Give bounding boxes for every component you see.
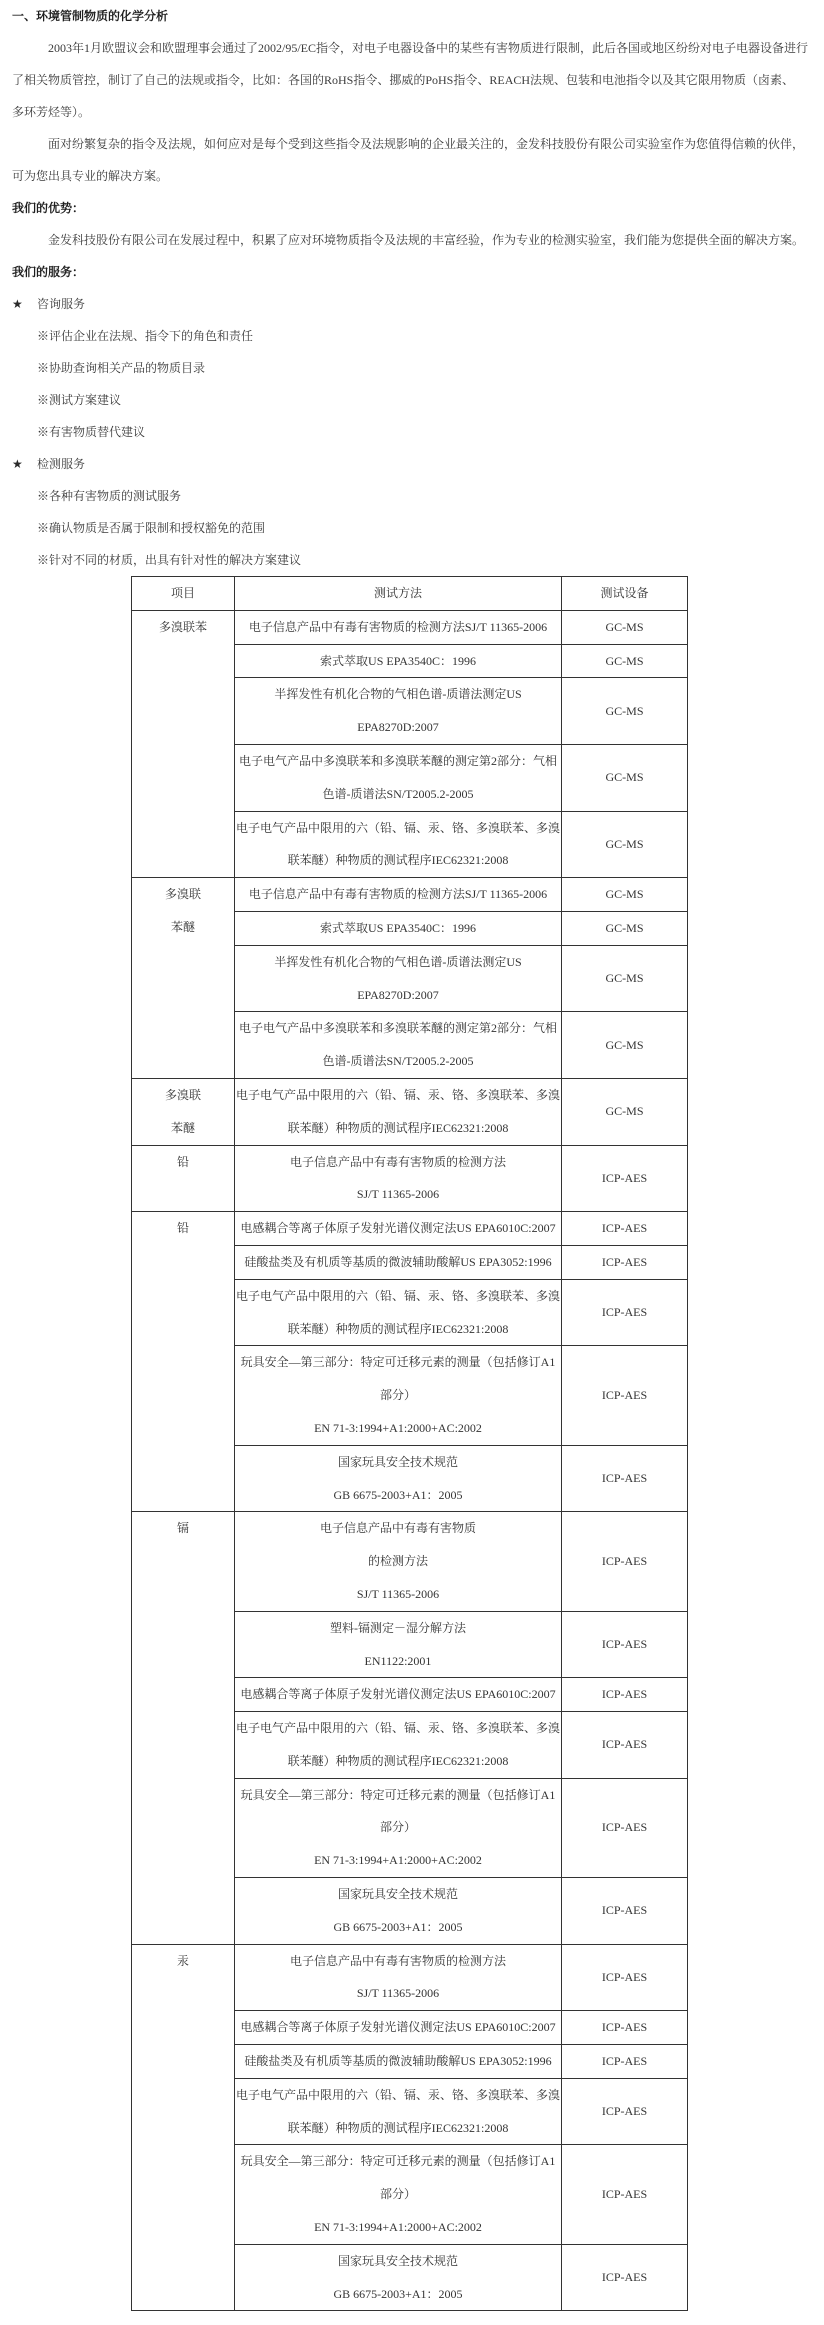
test-equipment-cell: ICP-AES: [562, 1778, 688, 1877]
test-item-label: 苯醚: [170, 1120, 195, 1135]
header-test-method: 测试方法: [235, 577, 562, 611]
test-method-cell: [235, 1712, 562, 1779]
test-item-cell: [132, 878, 235, 1079]
test-method-cell: [235, 1944, 562, 2011]
test-item-label: 苯醚: [170, 919, 195, 934]
test-method-line: EN 71-3:1994+A1:2000+AC:2002: [314, 1853, 482, 1868]
reference-mark-icon: ※: [37, 425, 50, 439]
paragraph-line: 面对纷繁复杂的指令及法规，如何应对是每个受到这些指令及法规影响的企业最关注的，金发科技股份有限公司实验室作为您值得信赖的伙伴，: [48, 137, 805, 151]
test-method-line: 电子电气产品中多溴联苯和多溴联苯醚的测定第2部分：气相: [238, 1021, 557, 1036]
test-method-line: EPA8270D:2007: [357, 720, 439, 735]
service-item-text: 针对不同的材质，出具有针对性的解决方案建议: [49, 553, 302, 567]
test-method-line: 玩具安全—第三部分：特定可迁移元素的测量（包括修订A1: [240, 1787, 556, 1802]
test-method-cell: [235, 1245, 562, 1279]
service-item-text: 协助查询相关产品的物质目录: [49, 361, 206, 375]
test-method-line: EN 71-3:1994+A1:2000+AC:2002: [314, 1420, 482, 1435]
test-method-line: 电子电气产品中限用的六（铅、镉、汞、铬、多溴联苯、多溴: [235, 820, 560, 835]
test-method-cell: [235, 878, 562, 912]
service-group-header: [0, 448, 824, 480]
test-equipment-cell: ICP-AES: [562, 1611, 688, 1678]
header-item: 项目: [132, 577, 235, 611]
test-method-cell: [235, 1878, 562, 1945]
test-method-line: 电感耦合等离子体原子发射光谱仪测定法US EPA6010C:2007: [240, 1687, 556, 1702]
paragraph-line: 了相关物质管控，制订了自己的法规或指令，比如：各国的RoHS指令、挪威的PoHS指令、REACH法规、包装和电池指令以及其它限用物质（卤素、: [12, 73, 795, 87]
test-equipment-cell: ICP-AES: [562, 2045, 688, 2079]
reference-mark-icon: ※: [37, 553, 50, 567]
table-row: [132, 1944, 688, 2011]
table-header-row: [132, 577, 688, 611]
test-method-line: 电子电气产品中限用的六（铅、镉、汞、铬、多溴联苯、多溴: [235, 2087, 560, 2102]
section-heading: 一、环境管制物质的化学分析: [12, 9, 169, 23]
test-equipment-cell: ICP-AES: [562, 1245, 688, 1279]
paragraph-line: 多环芳烃等）。: [12, 105, 91, 119]
test-method-line: EN 71-3:1994+A1:2000+AC:2002: [314, 2220, 482, 2235]
test-method-line: 部分）: [379, 2187, 416, 2202]
test-method-line: SJ/T 11365-2006: [356, 1986, 440, 2001]
test-method-line: SJ/T 11365-2006: [356, 1187, 440, 1202]
service-item-text: 测试方案建议: [49, 393, 122, 407]
test-equipment-cell: ICP-AES: [562, 1145, 688, 1212]
test-method-line: 半挥发性有机化合物的气相色谱-质谱法测定US: [274, 687, 522, 702]
test-item-cell: [132, 610, 235, 877]
test-method-line: 电子电气产品中限用的六（铅、镉、汞、铬、多溴联苯、多溴: [235, 1721, 560, 1736]
service-group-label: 检测服务: [37, 457, 86, 471]
test-item-cell: [132, 1944, 235, 2311]
reference-mark-icon: ※: [37, 489, 50, 503]
test-method-cell: [235, 1346, 562, 1445]
test-equipment-cell: ICP-AES: [562, 2078, 688, 2145]
test-method-line: 联苯醚）种物质的测试程序IEC62321:2008: [287, 1321, 509, 1336]
test-method-cell: [235, 1012, 562, 1079]
test-equipment-cell: ICP-AES: [562, 1279, 688, 1346]
test-equipment-cell: GC-MS: [562, 1012, 688, 1079]
test-equipment-cell: GC-MS: [562, 1078, 688, 1145]
test-method-cell: [235, 678, 562, 745]
test-method-line: 索式萃取US EPA3540C：1996: [320, 653, 476, 668]
test-method-cell: [235, 2078, 562, 2145]
test-method-cell: [235, 1678, 562, 1712]
test-method-cell: [235, 1445, 562, 1512]
table-row: [132, 1212, 688, 1246]
test-item-label: 铅: [176, 1221, 189, 1236]
test-equipment-cell: ICP-AES: [562, 1212, 688, 1246]
test-method-line: 联苯醚）种物质的测试程序IEC62321:2008: [287, 2120, 509, 2135]
test-method-cell: [235, 1212, 562, 1246]
test-method-line: 国家玩具安全技术规范: [337, 1454, 458, 1469]
test-method-line: GB 6675-2003+A1：2005: [333, 1919, 463, 1934]
test-method-line: SJ/T 11365-2006: [356, 1586, 440, 1601]
service-group-consulting: [0, 288, 824, 448]
test-equipment-cell: GC-MS: [562, 811, 688, 878]
test-method-cell: [235, 610, 562, 644]
test-method-cell: [235, 2045, 562, 2079]
test-method-cell: [235, 1145, 562, 1212]
table-body: [132, 610, 688, 2311]
service-item: [0, 480, 824, 512]
test-method-line: 电子电气产品中限用的六（铅、镉、汞、铬、多溴联苯、多溴: [235, 1087, 560, 1102]
test-method-line: 电子信息产品中有毒有害物质: [319, 1521, 476, 1536]
header-test-equipment: 测试设备: [562, 577, 688, 611]
test-method-line: EN1122:2001: [364, 1653, 432, 1668]
service-item: [0, 416, 824, 448]
test-equipment-cell: ICP-AES: [562, 1346, 688, 1445]
advantages-text: 金发科技股份有限公司在发展过程中，积累了应对环境物质指令及法规的丰富经验，作为专业的检测实验室，我们能为您提供全面的解决方案。: [48, 233, 805, 247]
table-head: [132, 577, 688, 611]
test-equipment-cell: GC-MS: [562, 644, 688, 678]
service-group-header: [0, 288, 824, 320]
test-method-line: 电感耦合等离子体原子发射光谱仪测定法US EPA6010C:2007: [240, 2020, 556, 2035]
test-method-cell: [235, 811, 562, 878]
test-equipment-cell: GC-MS: [562, 945, 688, 1012]
test-item-cell: [132, 1512, 235, 1944]
test-equipment-cell: ICP-AES: [562, 2244, 688, 2311]
intro-paragraph-regulations: [0, 32, 824, 128]
test-method-line: 国家玩具安全技术规范: [337, 2253, 458, 2268]
service-item-text: 确认物质是否属于限制和授权豁免的范围: [49, 521, 266, 535]
service-item-text: 评估企业在法规、指令下的角色和责任: [49, 329, 254, 343]
intro-paragraph-solutions: [0, 128, 824, 192]
test-method-line: 电感耦合等离子体原子发射光谱仪测定法US EPA6010C:2007: [240, 1221, 556, 1236]
test-method-line: 的检测方法: [367, 1554, 428, 1569]
test-method-cell: [235, 1512, 562, 1611]
test-item-cell: [132, 1145, 235, 1212]
test-equipment-cell: GC-MS: [562, 744, 688, 811]
test-equipment-cell: ICP-AES: [562, 1445, 688, 1512]
test-method-cell: [235, 945, 562, 1012]
service-item: [0, 384, 824, 416]
test-method-line: 电子信息产品中有毒有害物质的检测方法: [289, 1953, 506, 1968]
test-equipment-cell: ICP-AES: [562, 1878, 688, 1945]
service-group-label: 咨询服务: [37, 297, 86, 311]
service-item: [0, 352, 824, 384]
test-method-line: 玩具安全—第三部分：特定可迁移元素的测量（包括修订A1: [240, 1355, 556, 1370]
test-method-line: 电子信息产品中有毒有害物质的检测方法SJ/T 11365-2006: [248, 619, 548, 634]
test-method-line: 色谱-质谱法SN/T2005.2-2005: [322, 1054, 474, 1069]
test-method-line: 电子信息产品中有毒有害物质的检测方法: [289, 1154, 506, 1169]
test-method-line: EPA8270D:2007: [357, 987, 439, 1002]
test-equipment-cell: GC-MS: [562, 610, 688, 644]
test-method-cell: [235, 744, 562, 811]
service-item-text: 各种有害物质的测试服务: [49, 489, 182, 503]
test-method-cell: [235, 644, 562, 678]
test-method-cell: [235, 2145, 562, 2244]
test-equipment-cell: ICP-AES: [562, 1678, 688, 1712]
test-item-cell: [132, 1212, 235, 1512]
reference-mark-icon: ※: [37, 361, 50, 375]
advantages-title: 我们的优势：: [12, 201, 85, 215]
service-item: [0, 320, 824, 352]
table-row: [132, 1078, 688, 1145]
test-item-label: 多溴联: [164, 887, 201, 902]
test-method-line: 硅酸盐类及有机质等基质的微波辅助酸解US EPA3052:1996: [244, 1254, 552, 1269]
test-item-label: 镉: [176, 1521, 189, 1536]
reference-mark-icon: ※: [37, 393, 50, 407]
test-method-line: 部分）: [379, 1820, 416, 1835]
test-method-cell: [235, 1611, 562, 1678]
test-method-line: GB 6675-2003+A1：2005: [333, 2286, 463, 2301]
test-equipment-cell: ICP-AES: [562, 2145, 688, 2244]
test-equipment-cell: ICP-AES: [562, 1944, 688, 2011]
test-method-line: 塑料-镉测定－湿分解方法: [330, 1620, 466, 1635]
service-item: [0, 544, 824, 576]
paragraph-line: 可为您出具专业的解决方案。: [12, 169, 169, 183]
test-method-cell: [235, 2244, 562, 2311]
test-equipment-cell: ICP-AES: [562, 2011, 688, 2045]
test-method-cell: [235, 911, 562, 945]
service-group-testing: [0, 448, 824, 576]
test-method-line: 硅酸盐类及有机质等基质的微波辅助酸解US EPA3052:1996: [244, 2054, 552, 2069]
test-methods-table: [131, 576, 688, 2311]
test-method-line: GB 6675-2003+A1：2005: [333, 1487, 463, 1502]
paragraph-line: 2003年1月欧盟议会和欧盟理事会通过了2002/95/EC指令，对电子电器设备中的某些有害物质进行限制，此后各国或地区纷纷对电子电器设备进行: [48, 41, 809, 55]
table-row: [132, 878, 688, 912]
test-method-cell: [235, 1279, 562, 1346]
test-method-line: 国家玩具安全技术规范: [337, 1887, 458, 1902]
star-icon: ★: [12, 297, 23, 311]
test-method-cell: [235, 1778, 562, 1877]
table-row: [132, 610, 688, 644]
test-method-line: 联苯醚）种物质的测试程序IEC62321:2008: [287, 853, 509, 868]
test-method-line: 色谱-质谱法SN/T2005.2-2005: [322, 786, 474, 801]
test-equipment-cell: GC-MS: [562, 878, 688, 912]
test-item-cell: [132, 1078, 235, 1145]
test-item-label: 铅: [176, 1154, 189, 1169]
test-method-line: 联苯醚）种物质的测试程序IEC62321:2008: [287, 1753, 509, 1768]
table-row: [132, 1145, 688, 1212]
test-item-label: 多溴联苯: [158, 619, 207, 634]
service-item-text: 有害物质替代建议: [49, 425, 146, 439]
test-method-line: 电子信息产品中有毒有害物质的检测方法SJ/T 11365-2006: [248, 887, 548, 902]
service-item: [0, 512, 824, 544]
table-row: [132, 1512, 688, 1611]
test-method-line: 电子电气产品中多溴联苯和多溴联苯醚的测定第2部分：气相: [238, 753, 557, 768]
test-method-line: 半挥发性有机化合物的气相色谱-质谱法测定US: [274, 954, 522, 969]
test-method-cell: [235, 1078, 562, 1145]
test-method-cell: [235, 2011, 562, 2045]
test-method-line: 联苯醚）种物质的测试程序IEC62321:2008: [287, 1120, 509, 1135]
test-equipment-cell: ICP-AES: [562, 1712, 688, 1779]
test-equipment-cell: GC-MS: [562, 678, 688, 745]
test-method-line: 玩具安全—第三部分：特定可迁移元素的测量（包括修订A1: [240, 2154, 556, 2169]
reference-mark-icon: ※: [37, 329, 50, 343]
test-equipment-cell: GC-MS: [562, 911, 688, 945]
reference-mark-icon: ※: [37, 521, 50, 535]
test-item-label: 多溴联: [164, 1087, 201, 1102]
test-equipment-cell: ICP-AES: [562, 1512, 688, 1611]
test-item-label: 汞: [176, 1953, 189, 1968]
services-title: 我们的服务：: [12, 265, 85, 279]
test-method-line: 索式萃取US EPA3540C：1996: [320, 920, 476, 935]
test-method-line: 电子电气产品中限用的六（铅、镉、汞、铬、多溴联苯、多溴: [235, 1288, 560, 1303]
star-icon: ★: [12, 457, 23, 471]
test-method-line: 部分）: [379, 1388, 416, 1403]
